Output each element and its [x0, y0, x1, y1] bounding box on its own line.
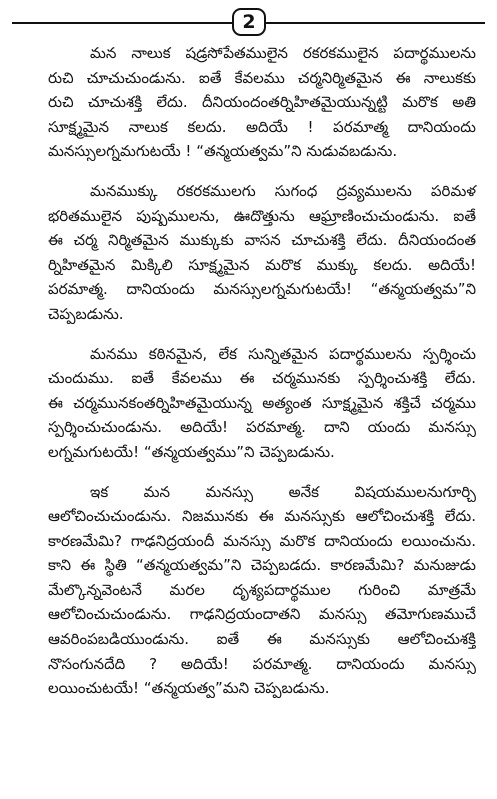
text-line: స్పర్శించుచుండును. అదియే! పరమాత్మ. దాని యందు మనస్సు: [48, 418, 476, 437]
paragraph-3: [48, 342, 476, 465]
text-line: ర్నిహితమైన మిక్కిలి సూక్ష్మమైన మరొక ముక్కు కలదు. అదియే!: [48, 255, 476, 274]
text-line: లగ్నమగుటయే! “తన్మయత్వము”ని చెప్పబడును.: [48, 442, 335, 461]
paragraph-4: [48, 480, 476, 701]
text-line: పరమాత్మ. దానియందు మనస్సులగ్నమగుటయే! “తన్మయత్వమ”ని: [48, 280, 476, 299]
text-line: రుచి చూచుశక్తి లేదు. దీనియందంతర్నిహితమైయున్నట్టి మరొక అతి: [48, 93, 476, 112]
text-line: నొసంగునదేది ? అదియే! పరమాత్మ. దానియందు మనస్సు: [48, 654, 476, 673]
text-line: భరితములైన పుష్పములను, ఊదొత్తును ఆఘ్రాణించుచుండును. ఐతే: [48, 206, 476, 225]
text-line: కారణమేమి? గాఢనిద్రయందీ మనస్సు మరొక దానియందు లయించును.: [48, 531, 476, 550]
text-line: చుందుము. ఐతే కేవలము ఈ చర్మమునకు స్పర్శించుశక్తి లేదు.: [48, 369, 476, 388]
text-line: సూక్ష్మమైన నాలుక కలదు. అదియే ! పరమాత్మ దానియందు: [48, 117, 476, 136]
text-line: ఆవరింపబడియుండును. ఐతే ఈ మనస్సుకు ఆలోచించుశక్తి: [48, 630, 476, 649]
page-number: 2: [232, 8, 266, 36]
text-line: ఈ చర్మమునకంతర్నిహితమైయున్న అత్యంత సూక్ష్మమైన శక్తిచే చర్మము: [48, 393, 476, 412]
paragraph-2: [48, 179, 476, 327]
text-line: మన నాలుక షడ్రసోపేతములైన రకరకములైన పదార్థములను: [90, 44, 476, 62]
text-line: రుచి చూచుచుండును. ఐతే కేవలము చర్మనిర్మితమైన ఈ నాలుకకు: [48, 68, 476, 87]
text-line: మనస్సులగ్నమగుటయే ! “తన్మయత్వమ”ని నుడువబడును.: [48, 142, 398, 161]
text-line: మనముక్కు రకరకములగు సుగంధ ద్రవ్యములను పరిమళ: [90, 181, 476, 200]
text-line: లయించుటయే! “తన్మయత్వ”మని చెప్పబడును.: [48, 679, 330, 698]
text-line: కాని ఈ స్థితి “తన్మయత్వమ”ని చెప్పబడదు. కారణమేమి? మనుజుడు: [48, 556, 476, 575]
text-line: ఆలోచించుచుండును. గాఢనిద్రయందాతని మనస్సు తమోగుణముచే: [48, 605, 476, 624]
page-header: [0, 8, 497, 38]
text-line: ఇక మన మనస్సు అనేక విషయములనుగూర్చి: [90, 482, 476, 501]
text-line: ఆలోచించుచుండును. నిజమునకు ఈ మనస్సుకు ఆలోచించుశక్తి లేదు.: [48, 507, 476, 526]
text-line: చెప్పబడును.: [48, 304, 124, 323]
text-line: ఈ చర్మ నిర్మితమైన ముక్కుకు వాసన చూచుశక్తి లేదు. దీనియందంత: [48, 231, 476, 250]
text-line: మేల్కొన్నవెంటనే మరల దృశ్యపదార్థముల గురించి మాత్రమే: [48, 580, 476, 599]
paragraph-1: [48, 41, 476, 164]
text-line: మనము కఠినమైన, లేక సున్నితమైన పదార్థములను స్పర్శించు: [90, 344, 476, 363]
page-body: [48, 41, 476, 716]
